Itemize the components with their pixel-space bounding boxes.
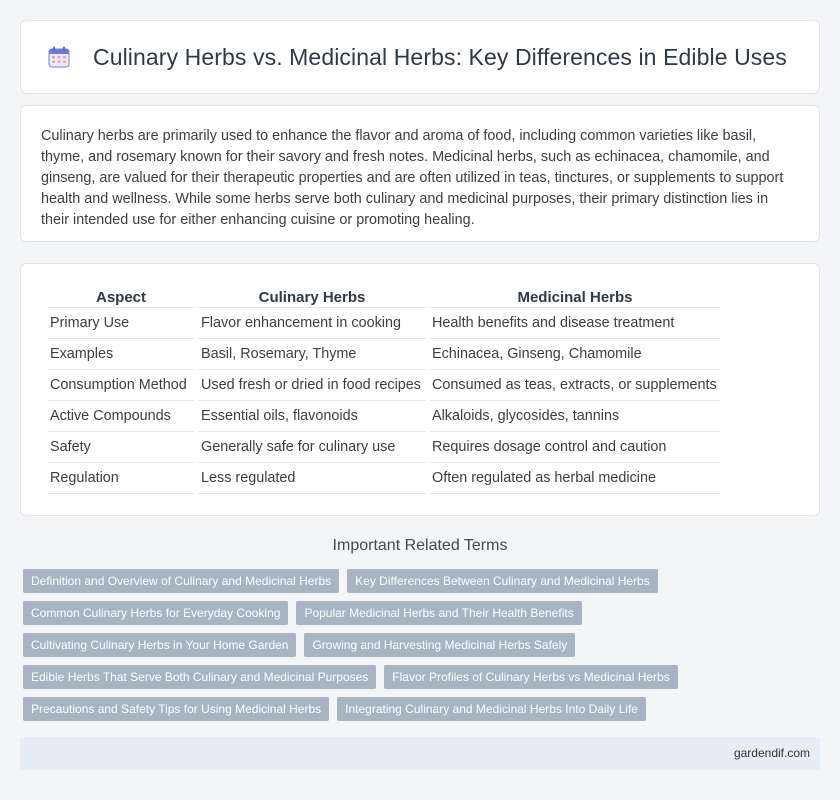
header-culinary: Culinary Herbs [199, 286, 425, 308]
table-cell: Active Compounds [48, 401, 194, 432]
tag-row [23, 569, 823, 593]
related-term-link[interactable]: Key Differences Between Culinary and Medicinal Herbs [347, 569, 658, 593]
related-term-link[interactable]: Cultivating Culinary Herbs in Your Home Garden [23, 633, 296, 657]
footer [20, 737, 820, 770]
table-cell: Used fresh or dried in food recipes [199, 370, 425, 401]
table-cell: Generally safe for culinary use [199, 432, 425, 463]
table-cell: Consumed as teas, extracts, or supplements [430, 370, 720, 401]
intro-paragraph: Culinary herbs are primarily used to enhance the flavor and aroma of food, including common varieties like basil, thyme, and rosemary known for their savory and fresh notes. Medicinal herbs, such as echinacea, chamomile, and ginseng, are valued for their therapeutic properties and are often utilized in teas, tinctures, or supplements to support health and wellness. While some herbs serve both culinary and medicinal purposes, their primary distinction lies in their intended use for either enhancing cuisine or promoting healing. [41, 128, 784, 228]
table-row [48, 308, 720, 339]
table-cell: Less regulated [199, 463, 425, 494]
table-row [48, 370, 720, 401]
tag-row [23, 665, 823, 689]
tag-row [23, 633, 823, 657]
table-cell: Safety [48, 432, 194, 463]
table-row [48, 401, 720, 432]
related-term-link[interactable]: Integrating Culinary and Medicinal Herbs Into Daily Life [337, 697, 646, 721]
footer-site-name: gardendif.com [733, 746, 810, 760]
table-cell: Regulation [48, 463, 194, 494]
table-cell: Alkaloids, glycosides, tannins [430, 401, 720, 432]
table-row [48, 463, 720, 494]
table-cell: Health benefits and disease treatment [430, 308, 720, 339]
related-term-link[interactable]: Popular Medicinal Herbs and Their Health Benefits [296, 601, 581, 625]
related-terms-title: Important Related Terms [332, 537, 508, 554]
table-cell: Consumption Method [48, 370, 194, 401]
calendar-icon [47, 45, 71, 69]
table-cell: Basil, Rosemary, Thyme [199, 339, 425, 370]
intro-card [20, 105, 820, 242]
table-cell: Requires dosage control and caution [430, 432, 720, 463]
table-row [48, 432, 720, 463]
table-cell: Often regulated as herbal medicine [430, 463, 720, 494]
table-cell: Echinacea, Ginseng, Chamomile [430, 339, 720, 370]
related-term-link[interactable]: Definition and Overview of Culinary and Medicinal Herbs [23, 569, 339, 593]
related-terms-list [23, 569, 823, 729]
tag-row [23, 601, 823, 625]
page-title: Culinary Herbs vs. Medicinal Herbs: Key Differences in Edible Uses [93, 43, 787, 70]
table-row [48, 339, 720, 370]
table-cell: Primary Use [48, 308, 194, 339]
header-card [20, 20, 820, 94]
related-term-link[interactable]: Growing and Harvesting Medicinal Herbs Safely [304, 633, 575, 657]
comparison-table [43, 286, 725, 494]
table-cell: Flavor enhancement in cooking [199, 308, 425, 339]
tag-row [23, 697, 823, 721]
related-term-link[interactable]: Flavor Profiles of Culinary Herbs vs Medicinal Herbs [384, 665, 677, 689]
table-cell: Essential oils, flavonoids [199, 401, 425, 432]
table-header-row [48, 286, 720, 308]
related-term-link[interactable]: Common Culinary Herbs for Everyday Cooking [23, 601, 288, 625]
related-term-link[interactable]: Precautions and Safety Tips for Using Medicinal Herbs [23, 697, 329, 721]
related-term-link[interactable]: Edible Herbs That Serve Both Culinary and Medicinal Purposes [23, 665, 376, 689]
header-medicinal: Medicinal Herbs [430, 286, 720, 308]
header-aspect: Aspect [48, 286, 194, 308]
table-cell: Examples [48, 339, 194, 370]
comparison-card [20, 263, 820, 516]
